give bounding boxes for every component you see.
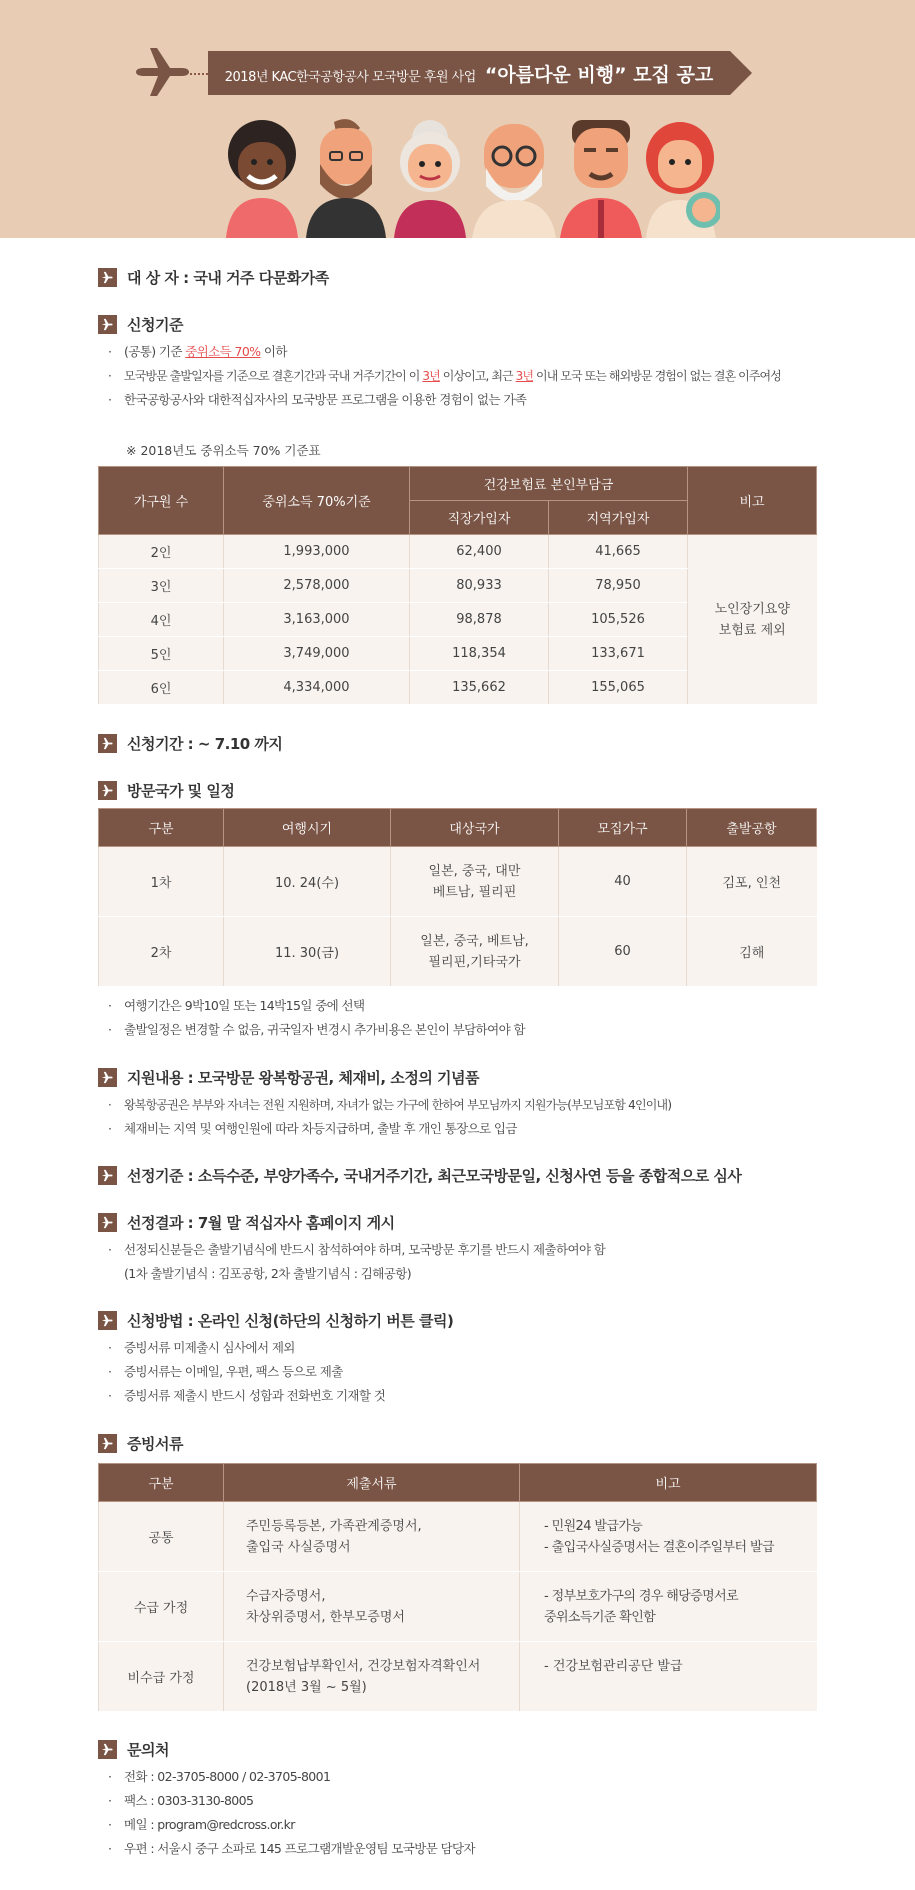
support-list [108,1093,671,1141]
plane-bullet-icon [98,734,117,753]
table-row: 공통 주민등록등본, 가족관계증명서, 출입국 사실증명서 - 민원24 발급가능 - 출입국사실증명서는 결혼이주일부터 발급 [99,1502,817,1572]
section-title: 대 상 자 : 국내 거주 다문화가족 [127,268,329,287]
list-item: · (공통) 기준 중위소득 70% 이하 [108,344,287,359]
table-note: ※ 2018년도 중위소득 70% 기준표 [126,443,321,458]
income-highlight: 중위소득 70% [185,344,261,359]
section-criteria [98,313,183,335]
contact-post: · 우편 : 서울시 중구 소파로 145 프로그램개발운영팀 모국방문 담당자 [108,1841,476,1856]
hero-header [0,0,915,238]
banner-title: “아름다운 비행” 모집 공고 [484,64,714,86]
header-household: 가구원 수 [99,467,224,535]
table-row: 5인 3,749,000 118,354 133,671 [99,637,817,671]
section-title: 선정결과 : 7월 말 적십자사 홈페이지 게시 [127,1213,395,1232]
header-cell: 비고 [520,1464,817,1502]
plane-bullet-icon [98,1740,117,1759]
table-row: 수급 가정 수급자증명서, 차상위증명서, 한부모증명서 - 정부보호가구의 경우 해당증명서로 중위소득기준 확인함 [99,1572,817,1642]
section-title: 신청기간 : ~ 7.10 까지 [127,734,283,753]
method-list [108,1336,385,1408]
header-cell: 구분 [99,809,224,847]
list-item: · 증빙서류 미제출시 심사에서 제외 [108,1340,295,1355]
title-banner [208,51,730,95]
section-selection [98,1164,741,1186]
list-item: · 여행기간은 9박10일 또는 14박15일 중에 선택 [108,998,365,1013]
section-method [98,1309,453,1331]
plane-bullet-icon [98,1311,117,1330]
header-cell: 출발공항 [687,809,817,847]
list-item: · 모국방문 출발일자를 기준으로 결혼기간과 국내 거주기간이 이 3년 이상이고, 최근 3년 이내 모국 또는 해외방문 경험이 없는 결혼 이주여성 [108,369,781,383]
section-result [98,1211,395,1233]
list-item: · 한국공항공사와 대한적십자사의 모국방문 프로그램을 이용한 경험이 없는 가족 [108,392,527,407]
list-item: · 왕복항공권은 부부와 자녀는 전원 지원하며, 자녀가 없는 가구에 한하여 부모님까지 지원가능(부모님포함 4인이내) [108,1098,672,1112]
section-contact [98,1738,169,1760]
section-period [98,732,282,754]
section-title: 신청기준 [127,315,183,334]
header-work: 직장가입자 [410,501,549,535]
income-table [98,466,817,705]
list-item: · 출발일정은 변경할 수 없음, 귀국일자 변경시 추가비용은 본인이 부담하여야 함 [108,1022,525,1037]
table-row: 2인 1,993,000 62,400 41,665 노인장기요양 보험료 제외 [99,535,817,569]
header-cell: 여행시기 [224,809,391,847]
section-docs [98,1432,183,1454]
section-title: 방문국가 및 일정 [127,781,235,800]
schedule-table [98,808,817,987]
contact-list [108,1765,475,1861]
table-row: 6인 4,334,000 135,662 155,065 [99,671,817,705]
plane-bullet-icon [98,268,117,287]
plane-bullet-icon [98,1213,117,1232]
list-item: (1차 출발기념식 : 김포공항, 2차 출발기념식 : 김해공항) [124,1266,411,1281]
contact-mail[interactable]: · 메일 : program@redcross.or.kr [108,1817,295,1832]
section-title: 선정기준 : 소득수준, 부양가족수, 국내거주기간, 최근모국방문일, 신청사연 등을 종합적으로 심사 [127,1166,742,1185]
header-cell: 제출서류 [224,1464,520,1502]
airplane-icon [134,46,190,98]
criteria-list [108,340,781,412]
list-item: · 증빙서류는 이메일, 우편, 팩스 등으로 제출 [108,1364,343,1379]
header-income: 중위소득 70%기준 [224,467,410,535]
section-support [98,1066,479,1088]
header-insurance: 건강보험료 본인부담금 [410,467,688,501]
section-title: 신청방법 : 온라인 신청(하단의 신청하기 버튼 클릭) [127,1311,454,1330]
table-row: 3인 2,578,000 80,933 78,950 [99,569,817,603]
result-list [108,1238,605,1286]
table-row: 4인 3,163,000 98,878 105,526 [99,603,817,637]
table-row: 2차 11. 30(금) 일본, 중국, 베트남, 필리핀,기타국가 60 김해 [99,917,817,987]
header-cell: 구분 [99,1464,224,1502]
family-illustration [220,118,720,238]
section-title: 증빙서류 [127,1434,183,1453]
plane-bullet-icon [98,781,117,800]
docs-table [98,1463,817,1712]
plane-bullet-icon [98,1434,117,1453]
schedule-list [108,994,525,1042]
list-item: · 선정되신분들은 출발기념식에 반드시 참석하여야 하며, 모국방문 후기를 반드시 제출하여야 함 [108,1242,606,1257]
banner-subtitle: 2018년 KAC한국공항공사 모국방문 후원 사업 [224,70,476,85]
contact-fax: · 팩스 : 0303-3130-8005 [108,1793,254,1808]
note-cell: 노인장기요양 보험료 제외 [688,535,817,705]
section-target [98,266,329,288]
section-schedule [98,779,234,801]
plane-bullet-icon [98,1166,117,1185]
section-title: 지원내용 : 모국방문 왕복항공권, 체재비, 소정의 기념품 [127,1068,480,1087]
list-item: · 체재비는 지역 및 여행인원에 따라 차등지급하며, 출발 후 개인 통장으로 입금 [108,1121,517,1136]
list-item: · 증빙서류 제출시 반드시 성함과 전화번호 기재할 것 [108,1388,386,1403]
header-cell: 대상국가 [391,809,559,847]
header-cell: 모집가구 [559,809,687,847]
table-row: 1차 10. 24(수) 일본, 중국, 대만 베트남, 필리핀 40 김포, 인천 [99,847,817,917]
header-region: 지역가입자 [549,501,688,535]
plane-bullet-icon [98,1068,117,1087]
table-row: 비수급 가정 건강보험납부확인서, 건강보험자격확인서 (2018년 3월 ~ 5월) - 건강보험관리공단 발급 [99,1642,817,1712]
header-note: 비고 [688,467,817,535]
contact-phone: · 전화 : 02-3705-8000 / 02-3705-8001 [108,1769,331,1784]
section-title: 문의처 [127,1740,169,1759]
plane-bullet-icon [98,315,117,334]
